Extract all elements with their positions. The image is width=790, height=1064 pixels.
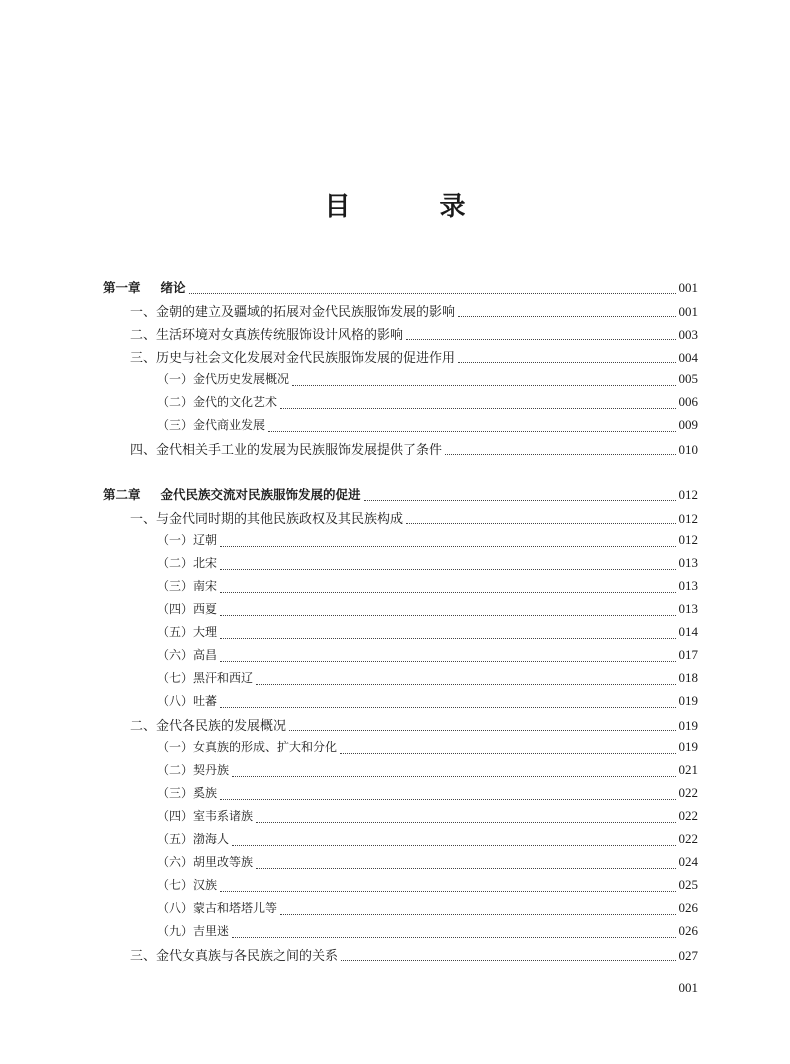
dot-leader: [189, 292, 676, 294]
entry-title: 三、金代女真族与各民族之间的关系: [130, 949, 339, 964]
page-ref: 012: [678, 487, 698, 502]
dot-leader: [220, 545, 675, 547]
dot-leader: [445, 453, 675, 455]
page-ref: 012: [678, 511, 698, 526]
entry-title: （一）女真族的形成、扩大和分化: [157, 740, 338, 754]
entry-title: （二）金代的文化艺术: [157, 395, 278, 409]
dot-leader: [220, 591, 675, 593]
dot-leader: [220, 568, 675, 570]
entry-title: 一、金朝的建立及疆域的拓展对金代民族服饰发展的影响: [130, 305, 456, 320]
toc-section[interactable]: [130, 508, 698, 531]
page-ref: 014: [678, 624, 698, 639]
toc-subsection[interactable]: [157, 738, 698, 761]
entry-title: （三）奚族: [157, 786, 218, 800]
toc-subsection[interactable]: [157, 531, 698, 554]
toc-subsection[interactable]: [157, 922, 698, 945]
page-ref: 009: [678, 417, 698, 432]
entry-title: 三、历史与社会文化发展对金代民族服饰发展的促进作用: [130, 351, 456, 366]
toc-subsection[interactable]: [157, 416, 698, 439]
entry-title: （五）大理: [157, 625, 218, 639]
toc-subsection[interactable]: [157, 876, 698, 899]
entry-title: （八）蒙古和塔塔儿等: [157, 901, 278, 915]
dot-leader: [220, 890, 675, 892]
entry-title: 二、生活环境对女真族传统服饰设计风格的影响: [130, 328, 404, 343]
toc-section[interactable]: [130, 324, 698, 347]
page-ref: 013: [678, 578, 698, 593]
toc-subsection[interactable]: [157, 830, 698, 853]
dot-leader: [220, 637, 675, 639]
page-ref: 027: [678, 948, 698, 963]
page-ref: 017: [678, 647, 698, 662]
page-ref: 019: [678, 693, 698, 708]
entry-title: （二）契丹族: [157, 763, 230, 777]
chapter-number: 第二章: [103, 487, 141, 502]
dot-leader: [406, 338, 675, 340]
page-ref: 018: [678, 670, 698, 685]
toc-subsection[interactable]: [157, 393, 698, 416]
dot-leader: [364, 499, 676, 501]
toc-subsection[interactable]: [157, 807, 698, 830]
entry-title: （七）黑汗和西辽: [157, 671, 254, 685]
page-number: 001: [678, 980, 698, 995]
toc-section[interactable]: [130, 945, 698, 968]
toc-subsection[interactable]: [157, 669, 698, 692]
dot-leader: [340, 752, 675, 754]
dot-leader: [220, 660, 675, 662]
dot-leader: [280, 913, 675, 915]
toc-subsection[interactable]: [157, 623, 698, 646]
dot-leader: [280, 407, 675, 409]
chapter-number: 第一章: [103, 280, 141, 295]
page-ref: 013: [678, 601, 698, 616]
dot-leader: [458, 361, 675, 363]
entry-title: （三）南宋: [157, 579, 218, 593]
entry-title: 四、金代相关手工业的发展为民族服饰发展提供了条件: [130, 443, 443, 458]
dot-leader: [458, 315, 675, 317]
page-title: 目 录: [324, 192, 506, 222]
chapter-title: 绪论: [160, 280, 186, 295]
toc-subsection[interactable]: [157, 692, 698, 715]
page-ref: 006: [678, 394, 698, 409]
toc-section[interactable]: [130, 715, 698, 738]
dot-leader: [256, 683, 675, 685]
entry-title: 二、金代各民族的发展概况: [130, 719, 287, 734]
toc-section[interactable]: [130, 301, 698, 324]
entry-title: （八）吐蕃: [157, 694, 218, 708]
toc-subsection[interactable]: [157, 600, 698, 623]
page-ref: 022: [678, 831, 698, 846]
toc-subsection[interactable]: [157, 853, 698, 876]
page-ref: 005: [678, 371, 698, 386]
dot-leader: [220, 706, 675, 708]
page-ref: 021: [678, 762, 698, 777]
toc-subsection[interactable]: [157, 899, 698, 922]
dot-leader: [406, 522, 675, 524]
page-ref: 004: [678, 350, 698, 365]
toc-subsection[interactable]: [157, 577, 698, 600]
page-ref: 003: [678, 327, 698, 342]
toc-subsection[interactable]: [157, 370, 698, 393]
toc-section[interactable]: [130, 347, 698, 370]
entry-title: （七）汉族: [157, 878, 218, 892]
dot-leader: [341, 959, 675, 961]
dot-leader: [268, 430, 675, 432]
page-ref: 025: [678, 877, 698, 892]
toc-chapter[interactable]: [103, 485, 698, 508]
page-ref: 022: [678, 808, 698, 823]
toc-subsection[interactable]: [157, 761, 698, 784]
dot-leader: [256, 867, 675, 869]
dot-leader: [232, 844, 675, 846]
chapter-title: 金代民族交流对民族服饰发展的促进: [160, 487, 361, 502]
toc-subsection[interactable]: [157, 554, 698, 577]
toc-section[interactable]: [130, 439, 698, 462]
dot-leader: [220, 614, 675, 616]
entry-title: （四）西夏: [157, 602, 218, 616]
entry-title: （六）胡里改等族: [157, 855, 254, 869]
page-ref: 019: [678, 718, 698, 733]
dot-leader: [292, 384, 675, 386]
entry-title: （五）渤海人: [157, 832, 230, 846]
toc-chapter[interactable]: [103, 278, 698, 301]
dot-leader: [256, 821, 675, 823]
page-ref: 026: [678, 900, 698, 915]
page-ref: 001: [678, 280, 698, 295]
toc-subsection[interactable]: [157, 646, 698, 669]
page-ref: 019: [678, 739, 698, 754]
page-ref: 022: [678, 785, 698, 800]
dot-leader: [220, 798, 675, 800]
page-ref: 024: [678, 854, 698, 869]
entry-title: （一）辽朝: [157, 533, 218, 547]
dot-leader: [289, 729, 675, 731]
entry-title: （六）高昌: [157, 648, 218, 662]
page-ref: 001: [678, 304, 698, 319]
entry-title: （九）吉里迷: [157, 924, 230, 938]
entry-title: （四）室韦系诸族: [157, 809, 254, 823]
page-ref: 013: [678, 555, 698, 570]
dot-leader: [232, 936, 675, 938]
entry-title: （二）北宋: [157, 556, 218, 570]
page-ref: 026: [678, 923, 698, 938]
page-ref: 012: [678, 532, 698, 547]
toc-subsection[interactable]: [157, 784, 698, 807]
entry-title: （三）金代商业发展: [157, 418, 266, 432]
entry-title: （一）金代历史发展概况: [157, 372, 290, 386]
entry-title: 一、与金代同时期的其他民族政权及其民族构成: [130, 512, 404, 527]
dot-leader: [232, 775, 675, 777]
page-ref: 010: [678, 442, 698, 457]
